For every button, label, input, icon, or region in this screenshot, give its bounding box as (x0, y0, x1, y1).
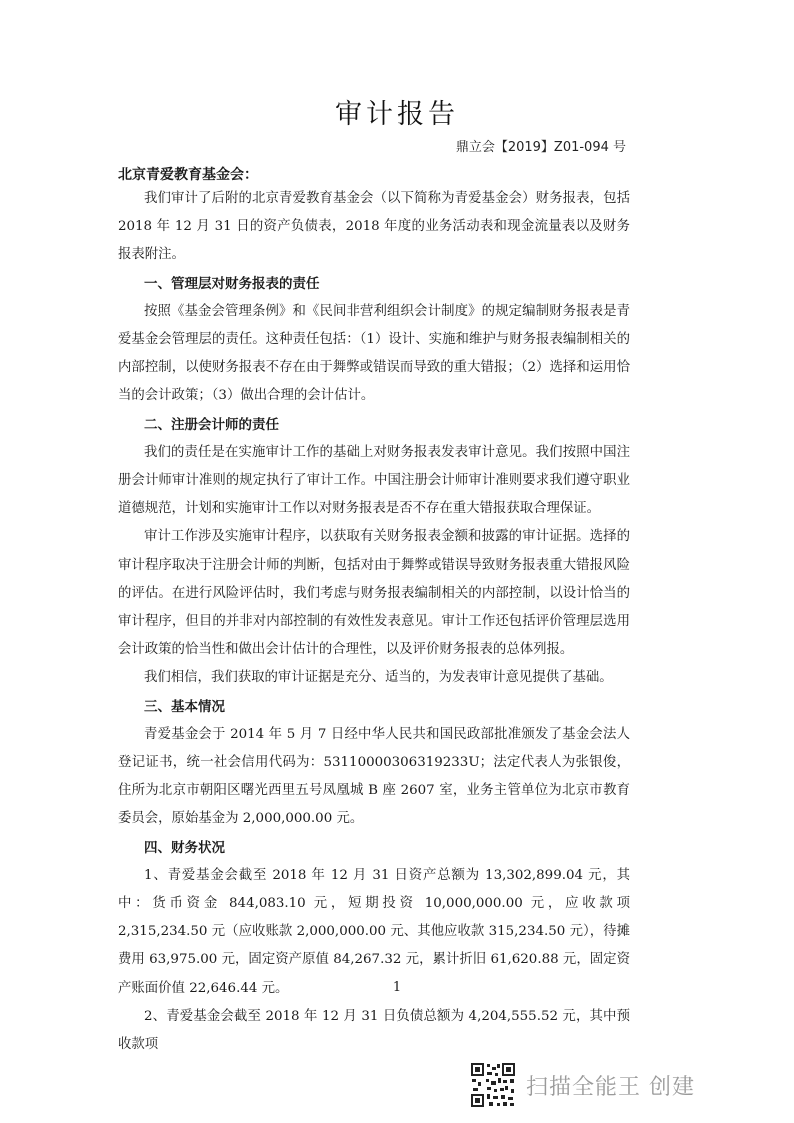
section-heading: 一、管理层对财务报表的责任 (144, 275, 320, 292)
document-number: 鼎立会【2019】Z01-094 号 (455, 140, 626, 155)
body-paragraph: 审计工作涉及实施审计程序，以获取有关财务报表金额和披露的审计证据。选择的审计程序取决于注册会计师的判断，包括对由于舞弊或错误导致财务报表重大错报风险的评估。在进行风险评估时，我们考虑与财务报表编制相关的内部控制，以设计恰当的审计程序，但目的并非对内部控制的有效性发表意见。审计工作还包括评价管理层选用会计政策的恰当性和做出会计估计的合理性，以及评价财务报表的总体列报。 (118, 529, 630, 658)
section-heading: 四、财务状况 (144, 839, 225, 856)
body-paragraph: 我们相信，我们获取的审计证据是充分、适当的，为发表审计意见提供了基础。 (144, 670, 613, 686)
body-paragraph: 我们的责任是在实施审计工作的基础上对财务报表发表审计意见。我们按照中国注册会计师审计准则的规定执行了审计工作。中国注册会计师审计准则要求我们遵守职业道德规范，计划和实施审计工作以对财务报表是否不存在重大错报获取合理保证。 (118, 444, 630, 517)
qr-code-icon (470, 1062, 516, 1108)
body-paragraph: 1、青爱基金会截至 2018 年 12 月 31 日资产总额为 13,302,899.04 元，其中：货币资金 844,083.10 元，短期投资 10,000,000.00 元，应收款项 2,315,234.50 元（应收账款 2,000,000.00 元、其他应收款 315,234.50 元），待摊费用 63,975.00 元，固定资产原值 84,267.32 元，累计折旧 61,620.88 元，固定资产账面价值 22,646.44 元。 (118, 867, 630, 996)
scanner-watermark (470, 1062, 695, 1108)
body-paragraph: 2、青爱基金会截至 2018 年 12 月 31 日负债总额为 4,204,555.52 元，其中预收款项 (118, 1008, 630, 1053)
body-paragraph: 按照《基金会管理条例》和《民间非营利组织会计制度》的规定编制财务报表是青爱基金会管理层的责任。这种责任包括：（1）设计、实施和维护与财务报表编制相关的内部控制，以使财务报表不存在由于舞弊或错误而导致的重大错报；（2）选择和运用恰当的会计政策；（3）做出合理的会计估计。 (118, 303, 630, 404)
report-body (118, 185, 630, 1059)
scanner-watermark-text: 扫描全能王 创建 (526, 1074, 695, 1100)
addressee: 北京青爱教育基金会： (118, 167, 258, 183)
page-title: 审计报告 (335, 99, 459, 130)
section-heading: 三、基本情况 (144, 698, 225, 715)
body-paragraph: 我们审计了后附的北京青爱教育基金会（以下简称为青爱基金会）财务报表，包括 2018 年 12 月 31 日的资产负债表，2018 年度的业务活动表和现金流量表以及财务报表附注。 (118, 191, 630, 263)
section-heading: 二、注册会计师的责任 (144, 416, 279, 433)
page-number: 1 (392, 980, 402, 995)
body-paragraph: 青爱基金会于 2014 年 5 月 7 日经中华人民共和国民政部批准颁发了基金会法人登记证书，统一社会信用代码为：53110000306319233U；法定代表人为张银俊，住所为北京市朝阳区曙光西里五号凤凰城 B 座 2607 室，业务主管单位为北京市教育委员会，原始基金为 2,000,000.00 元。 (118, 726, 630, 827)
